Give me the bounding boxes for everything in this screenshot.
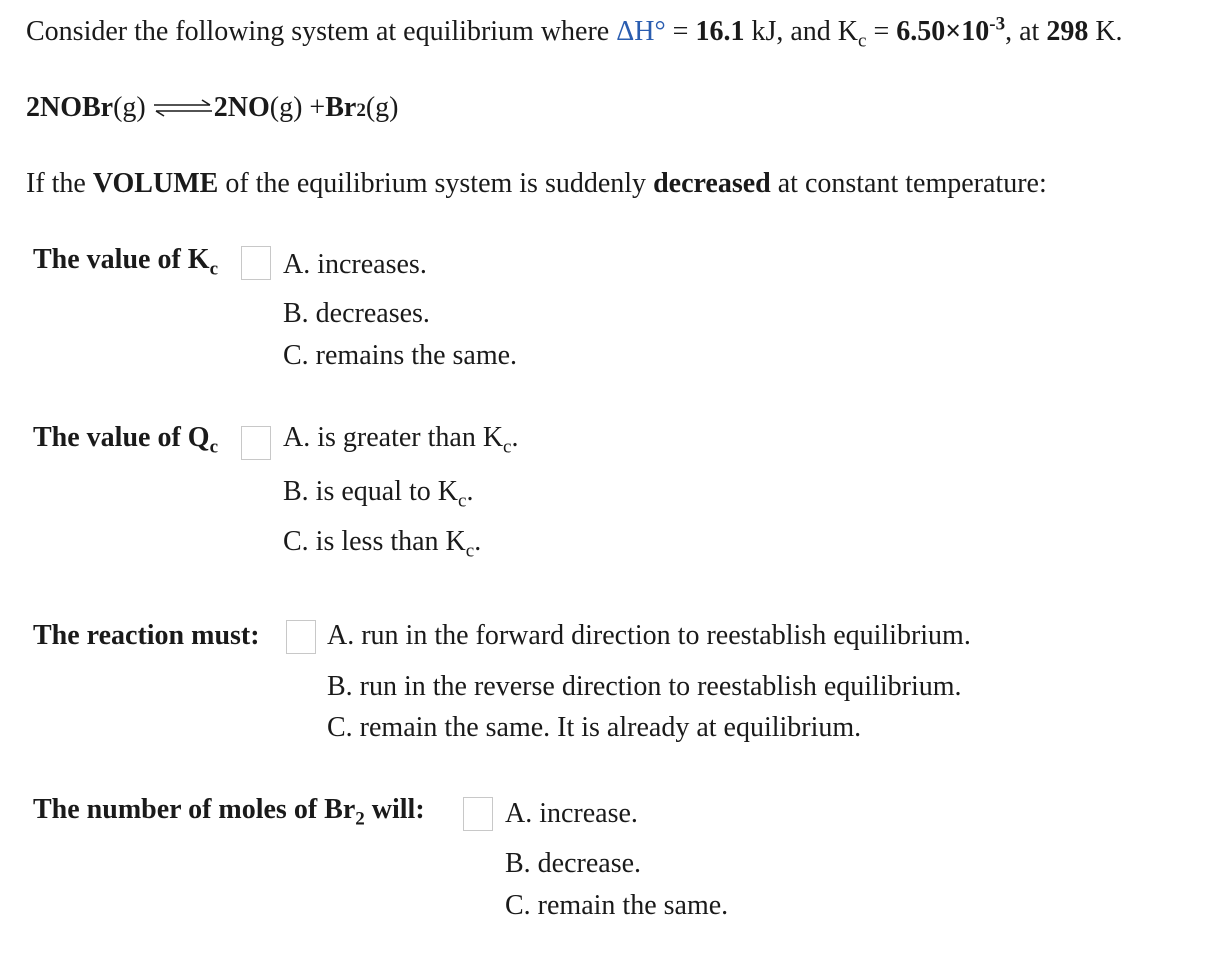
q2-option-a-subscript: c	[503, 436, 512, 458]
reactant-state: (g)	[113, 92, 146, 123]
q4-label-text: The number of moles of Br	[33, 794, 356, 825]
q2-option-c-period: .	[474, 526, 482, 557]
q2-option-b-text: B. is equal to K	[283, 476, 458, 507]
q4-label-suffix: will:	[364, 794, 425, 825]
temperature-unit: K.	[1088, 16, 1123, 47]
equilibrium-arrow-icon	[152, 98, 214, 118]
product1-state: (g) +	[269, 92, 326, 123]
q1-answer-box[interactable]	[241, 246, 271, 280]
reaction-equation: 2NOBr (g) 2NO (g) + Br 2 (g)	[26, 92, 399, 123]
q3-option-a: A. run in the forward direction to reestablish equilibrium.	[327, 620, 971, 651]
q2-label	[33, 422, 219, 458]
delta-h-symbol: ΔH°	[616, 16, 666, 47]
q4-label	[33, 794, 425, 830]
kc-mantissa: 6.50×10	[896, 16, 990, 47]
q2-option-b-subscript: c	[458, 490, 467, 512]
q2-option-a-period: .	[511, 422, 519, 453]
q2-label-subscript: c	[209, 436, 219, 458]
q2-option-b	[283, 476, 474, 512]
q2-option-c	[283, 526, 482, 562]
q2-option-b-period: .	[466, 476, 474, 507]
kc-exponent: -3	[989, 13, 1006, 35]
q3-option-c: C. remain the same. It is already at equilibrium.	[327, 712, 862, 743]
q1-label-text: The value of K	[33, 244, 210, 275]
problem-intro	[26, 13, 1123, 52]
q4-option-b: B. decrease.	[505, 848, 642, 879]
q3-answer-box[interactable]	[286, 620, 316, 654]
question-prefix: If the	[26, 168, 93, 199]
question-middle: of the equilibrium system is suddenly	[218, 168, 654, 199]
reactant-formula: 2NOBr	[26, 92, 114, 123]
intro-prefix: Consider the following system at equilibrium where	[26, 16, 617, 47]
q2-option-a-text: A. is greater than K	[283, 422, 504, 453]
kc-subscript: c	[858, 30, 867, 52]
q3-label: The reaction must:	[33, 620, 260, 651]
at-text: , at	[1005, 16, 1047, 47]
q4-answer-box[interactable]	[463, 797, 493, 831]
equals-sign-2: =	[866, 16, 897, 47]
product2-state: (g)	[365, 92, 399, 123]
question-text	[26, 168, 1047, 200]
q1-label-subscript: c	[209, 258, 219, 280]
volume-word: VOLUME	[92, 168, 219, 199]
delta-h-unit: kJ, and K	[744, 16, 859, 47]
equals-sign: =	[665, 16, 696, 47]
q4-option-c: C. remain the same.	[505, 890, 729, 921]
q2-option-a	[283, 422, 519, 458]
q1-option-c: C. remains the same.	[283, 340, 518, 371]
q2-answer-box[interactable]	[241, 426, 271, 460]
q1-option-a: A. increases.	[283, 249, 427, 280]
temperature-value: 298	[1046, 16, 1089, 47]
q1-option-b: B. decreases.	[283, 298, 430, 329]
q2-option-c-text: C. is less than K	[283, 526, 466, 557]
question-suffix: at constant temperature:	[770, 168, 1047, 199]
delta-h-value: 16.1	[695, 16, 745, 47]
q2-label-text: The value of Q	[33, 422, 210, 453]
product2-formula: Br	[325, 92, 357, 123]
q2-option-c-subscript: c	[465, 540, 475, 562]
q1-label	[33, 244, 219, 280]
decreased-word: decreased	[653, 168, 771, 199]
q3-option-b: B. run in the reverse direction to reestablish equilibrium.	[327, 671, 962, 702]
q4-option-a: A. increase.	[505, 798, 638, 829]
product1-formula: 2NO	[213, 92, 270, 123]
q4-label-subscript: 2	[355, 808, 365, 830]
